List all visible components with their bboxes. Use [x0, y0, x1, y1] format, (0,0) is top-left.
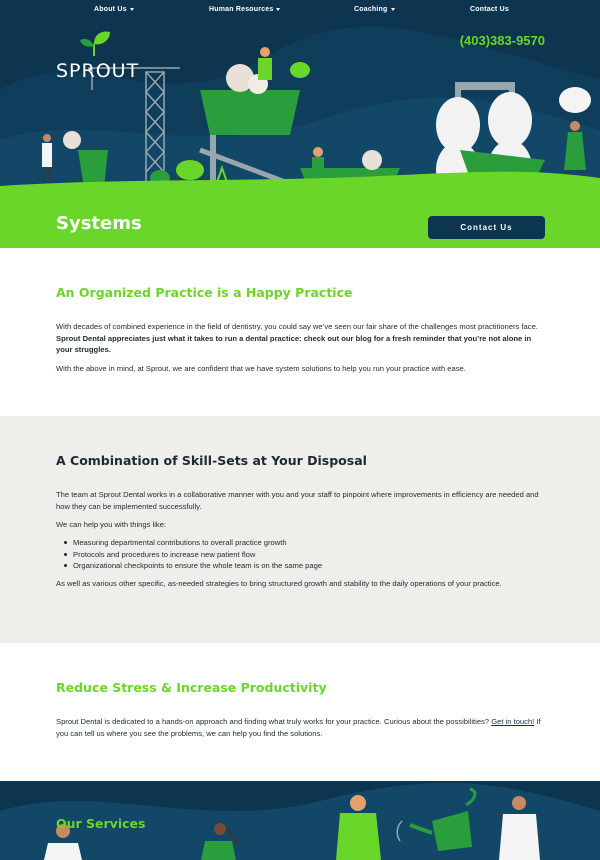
nav-item-label: About Us	[94, 6, 127, 13]
page-title-band	[0, 200, 600, 248]
section-organized-practice	[0, 248, 600, 416]
nav-item-contact-us[interactable]	[470, 6, 509, 13]
top-nav	[0, 0, 600, 20]
nav-item-about-us[interactable]	[94, 6, 134, 13]
nav-item-label: Coaching	[354, 6, 388, 13]
list-item: Organizational checkpoints to ensure the whole team is on the same page	[73, 560, 543, 572]
phone-number-link[interactable]: (403)383-9570	[459, 33, 545, 48]
section-paragraph: We can help you with things like:	[56, 520, 167, 529]
contact-us-button[interactable]: Contact Us	[428, 216, 545, 239]
section-heading: Reduce Stress & Increase Productivity	[56, 680, 327, 695]
chevron-down-icon	[276, 8, 280, 11]
nav-item-label: Human Resources	[209, 6, 274, 13]
paragraph-text: With decades of combined experience in the field of dentistry, you could say we’ve seen our fair share of the challenges most practitioners face.	[56, 322, 538, 331]
services-banner	[0, 781, 600, 860]
chevron-down-icon	[130, 8, 134, 11]
section-skill-sets	[0, 416, 600, 643]
section-heading: An Organized Practice is a Happy Practice	[56, 285, 353, 300]
section-paragraph	[56, 716, 546, 739]
paragraph-text: If you can tell us where you see the problems, we can help you find the solutions.	[56, 717, 541, 738]
section-paragraph: The team at Sprout Dental works in a collaborative manner with you and your staff to pinpoint where improvements in efficiency are needed and how they can be implemented successfully.	[56, 490, 539, 511]
list-item: Protocols and procedures to increase new patient flow	[73, 549, 543, 561]
list-item: Measuring departmental contributions to overall practice growth	[73, 537, 543, 549]
bullet-list	[73, 537, 543, 572]
section-reduce-stress	[0, 643, 600, 781]
section-heading: Our Services	[56, 816, 146, 831]
get-in-touch-link[interactable]: Get in touch!	[491, 717, 535, 726]
paragraph-bold-text: Sprout Dental appreciates just what it takes to run a dental practice: check out our blog for a fresh reminder that you’re not alone in your struggles.	[56, 333, 532, 354]
nav-item-human-resources[interactable]	[209, 6, 280, 13]
nav-item-coaching[interactable]	[354, 6, 395, 13]
hero-banner	[0, 0, 600, 200]
page-title: Systems	[56, 213, 142, 234]
paragraph-text: Sprout Dental is dedicated to a hands-on approach and finding what truly works for your practice. Curious about the possibilities?	[56, 717, 490, 726]
section-paragraph: As well as various other specific, as-needed strategies to bring structured growth and stability to the daily operations of your practice.	[56, 579, 502, 588]
section-paragraph: With the above in mind, at Sprout, we are confident that we have system solutions to help you run your practice with ease.	[56, 364, 466, 373]
chevron-down-icon	[391, 8, 395, 11]
site-logo[interactable]: SPROUT	[56, 60, 140, 82]
nav-item-label: Contact Us	[470, 6, 509, 13]
section-heading: A Combination of Skill-Sets at Your Disposal	[56, 453, 367, 468]
sprout-leaf-icon	[80, 30, 112, 56]
section-paragraph	[56, 321, 546, 356]
